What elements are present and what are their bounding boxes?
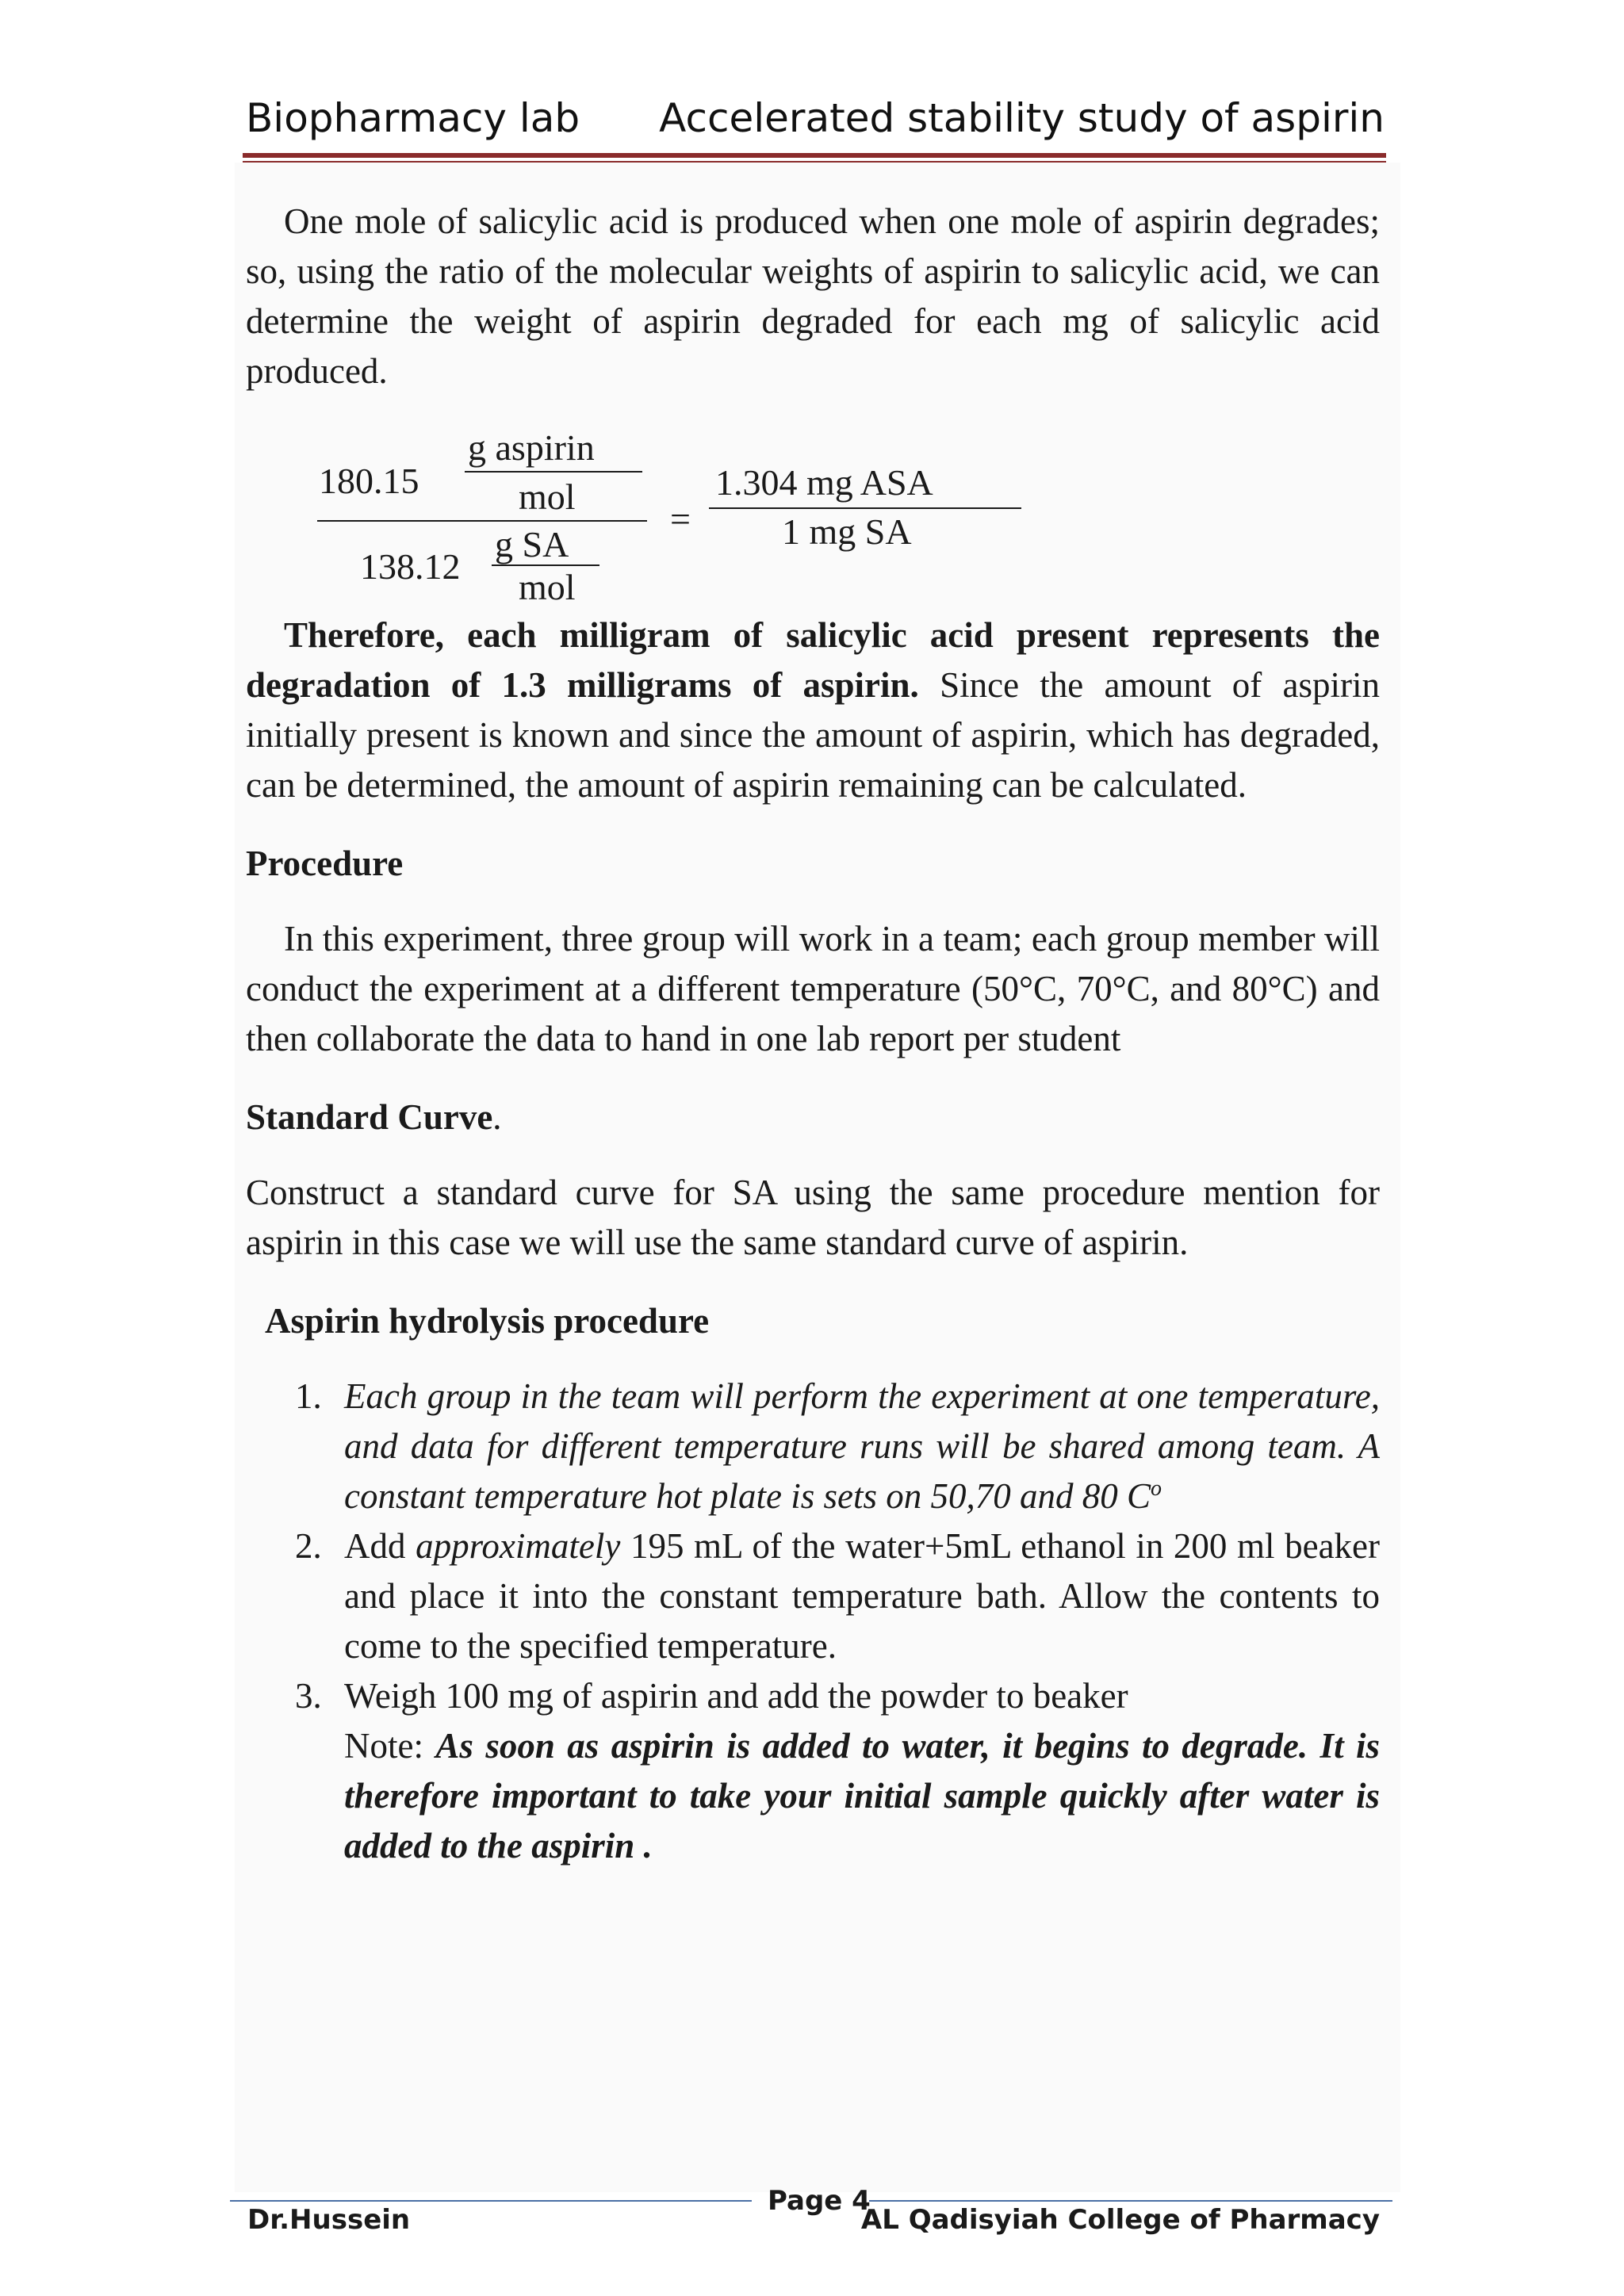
header-divider bbox=[243, 153, 1386, 158]
note-label: Note: bbox=[344, 1726, 436, 1766]
page-content bbox=[246, 197, 1380, 1871]
step-number: 2. bbox=[295, 1526, 322, 1566]
procedure-heading: Procedure bbox=[246, 844, 404, 883]
eq-num-coef: 180.15 bbox=[319, 461, 419, 501]
eq-rhs-top: 1.304 mg ASA bbox=[715, 462, 933, 503]
eq-den-unit-top: g SA bbox=[495, 524, 569, 564]
procedure-paragraph: In this experiment, three group will work in a team; each group member will conduct the experiment at a different temperature (50°C, 70°C, and 80°C) and then collaborate the data to hand in one lab report per student bbox=[246, 919, 1380, 1058]
eq-den-coef: 138.12 bbox=[360, 546, 461, 587]
standard-curve-heading bbox=[246, 1093, 1380, 1142]
list-item bbox=[246, 1671, 1380, 1871]
step-text-italic: approximately bbox=[416, 1526, 621, 1566]
step-text: Each group in the team will perform the experiment at one temperature, and data for different temperature runs will be shared among team. A constant temperature hot plate is sets on 50,70 and 80 C bbox=[344, 1376, 1380, 1516]
degree-superscript: o bbox=[1151, 1476, 1162, 1501]
footer-divider-right bbox=[869, 2200, 1392, 2202]
therefore-paragraph bbox=[246, 610, 1380, 810]
step-text-post: 195 mL of the water+5mL ethanol in 200 ml beaker and place it into the constant temperature bath. Allow the contents to come to the specified temperature. bbox=[344, 1526, 1381, 1666]
eq-equals: = bbox=[670, 499, 691, 539]
therefore-bold: Therefore, each milligram of salicylic acid present represents the degradation of 1.3 milligrams of aspirin. bbox=[246, 615, 1380, 705]
hydrolysis-heading: Aspirin hydrolysis procedure bbox=[265, 1301, 710, 1341]
hydrolysis-steps bbox=[246, 1372, 1380, 1871]
header-left: Biopharmacy lab bbox=[246, 95, 580, 141]
intro-paragraph: One mole of salicylic acid is produced when one mole of aspirin degrades; so, using the ratio of the molecular weights of aspirin to salicylic acid, we can determine the weight of aspirin degraded for each mg of salicylic acid produced. bbox=[246, 201, 1380, 391]
eq-rhs-bottom: 1 mg SA bbox=[782, 511, 912, 552]
header-right: Accelerated stability study of aspirin bbox=[659, 95, 1385, 141]
list-item bbox=[246, 1521, 1380, 1671]
footer-author: Dr.Hussein bbox=[247, 2204, 411, 2236]
eq-rhs-bar bbox=[709, 507, 1021, 509]
header-divider-thin bbox=[243, 161, 1386, 163]
footer-institution: AL Qadisyiah College of Pharmacy bbox=[860, 2204, 1380, 2236]
eq-den-unit-bar bbox=[492, 564, 599, 566]
molecular-weight-equation bbox=[246, 427, 1380, 607]
standard-curve-title: Standard Curve bbox=[246, 1097, 493, 1137]
eq-main-bar bbox=[317, 520, 647, 522]
step-number: 1. bbox=[295, 1376, 322, 1416]
standard-curve-period: . bbox=[492, 1097, 502, 1137]
list-item bbox=[246, 1372, 1380, 1521]
eq-den-unit-bottom: mol bbox=[519, 567, 576, 607]
eq-num-unit-bottom: mol bbox=[519, 476, 576, 517]
eq-num-unit-top: g aspirin bbox=[468, 427, 595, 468]
page-header bbox=[246, 95, 1385, 159]
footer-divider-left bbox=[230, 2200, 752, 2202]
step-text-pre: Add bbox=[344, 1526, 416, 1566]
page-number: Page 4 bbox=[768, 2185, 871, 2217]
step-number: 3. bbox=[295, 1676, 322, 1716]
step-text: Weigh 100 mg of aspirin and add the powder to beaker bbox=[344, 1676, 1128, 1716]
note-text: As soon as aspirin is added to water, it begins to degrade. It is therefore important to take your initial sample quickly after water is added to the aspirin . bbox=[344, 1726, 1381, 1866]
therefore-normal: Since the amount of aspirin initially present is known and since the amount of aspirin, which has degraded, can be determined, the amount of aspirin remaining can be calculated. bbox=[246, 665, 1381, 805]
standard-curve-paragraph: Construct a standard curve for SA using the same procedure mention for aspirin in this case we will use the same standard curve of aspirin. bbox=[246, 1173, 1380, 1262]
eq-num-unit-bar bbox=[465, 471, 642, 473]
